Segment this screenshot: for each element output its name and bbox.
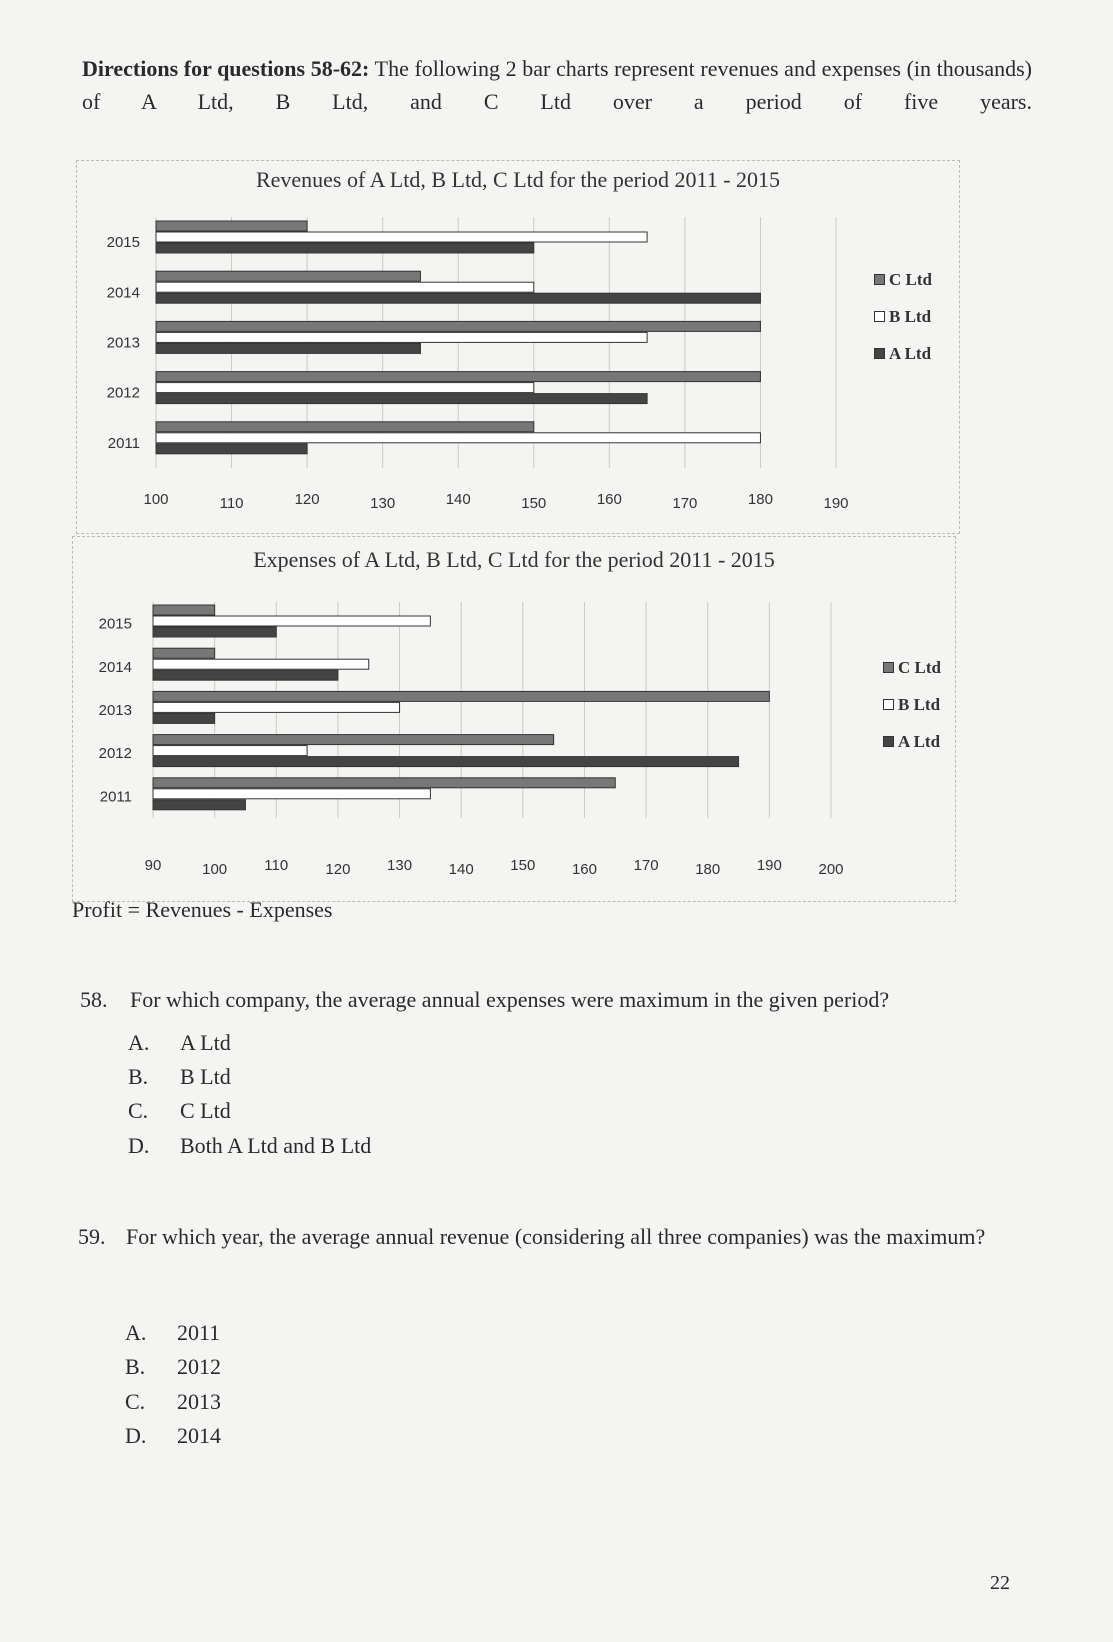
bar-c-ltd-2012 [156, 372, 760, 382]
option-text: 2013 [177, 1389, 221, 1414]
bar-a-ltd-2012 [156, 394, 647, 404]
bar-b-ltd-2014 [156, 282, 534, 292]
x-tick-label: 160 [571, 861, 597, 878]
legend-swatch-a [874, 348, 885, 359]
revenue-chart-plot [77, 161, 959, 533]
bar-b-ltd-2015 [156, 232, 647, 242]
bar-a-ltd-2014 [153, 670, 338, 680]
y-category-label: 2013 [98, 702, 132, 719]
legend-item-a [874, 335, 932, 372]
bar-a-ltd-2011 [153, 800, 245, 810]
x-tick-label: 140 [448, 861, 474, 878]
x-tick-label: 170 [633, 857, 659, 874]
question-text: For which year, the average annual revenue (considering all three companies) was the maximum? [126, 1224, 986, 1249]
x-tick-label: 110 [264, 857, 289, 874]
y-category-label: 2011 [107, 434, 140, 452]
option-text: B Ltd [180, 1064, 231, 1089]
legend-swatch-b [874, 311, 885, 322]
legend-item-c [883, 649, 941, 686]
option-text: Both A Ltd and B Ltd [180, 1133, 372, 1158]
profit-note: Profit = Revenues - Expenses [72, 897, 333, 922]
option-text: 2012 [177, 1354, 221, 1379]
option-letter: B. [128, 1064, 149, 1089]
legend-item-a [883, 723, 941, 760]
legend-swatch-a [883, 736, 894, 747]
x-tick-label: 100 [143, 491, 169, 508]
y-category-label: 2015 [106, 234, 140, 252]
bar-a-ltd-2014 [156, 293, 760, 303]
question-number: 59. [78, 1224, 106, 1249]
y-category-label: 2015 [98, 615, 132, 633]
bar-a-ltd-2015 [153, 627, 276, 637]
legend-item-c [874, 261, 932, 298]
y-category-label: 2011 [99, 788, 132, 806]
bar-b-ltd-2014 [153, 659, 369, 669]
expenses-chart [72, 536, 956, 902]
bar-c-ltd-2011 [153, 778, 615, 788]
bar-a-ltd-2015 [156, 243, 534, 253]
y-category-label: 2013 [106, 334, 140, 352]
bar-c-ltd-2015 [153, 605, 215, 615]
bar-c-ltd-2014 [153, 648, 215, 658]
revenue-legend [874, 261, 932, 372]
option-letter: D. [125, 1423, 147, 1448]
page-number: 22 [990, 1572, 1010, 1594]
legend-label-b: B Ltd [889, 307, 932, 326]
x-tick-label: 180 [695, 861, 721, 878]
bar-b-ltd-2015 [153, 616, 430, 626]
bar-c-ltd-2013 [156, 321, 760, 331]
bar-c-ltd-2014 [156, 271, 420, 281]
option-letter: D. [128, 1133, 150, 1158]
directions-text: The following 2 bar charts represent revenues and expenses (in thousands) of A Ltd, B Ltd, and C Ltd over a period of five years. [82, 56, 1032, 114]
bar-b-ltd-2011 [156, 433, 760, 443]
option-text: 2011 [177, 1320, 221, 1345]
option-text: 2014 [177, 1423, 221, 1448]
x-tick-label: 190 [756, 857, 782, 874]
x-tick-label: 170 [672, 495, 698, 512]
legend-label-c: C Ltd [898, 658, 941, 677]
directions-lead: Directions for questions 58-62: [82, 56, 370, 81]
y-category-label: 2012 [106, 384, 140, 402]
bar-c-ltd-2012 [153, 735, 554, 745]
x-tick-label: 180 [747, 491, 773, 508]
bar-b-ltd-2013 [156, 332, 647, 342]
x-tick-label: 160 [596, 491, 622, 508]
question-58 [80, 983, 1020, 1023]
question-number: 58. [80, 987, 108, 1012]
directions-paragraph [82, 52, 1032, 118]
bar-b-ltd-2012 [153, 746, 307, 756]
x-tick-label: 150 [510, 857, 536, 874]
x-tick-label: 150 [521, 495, 547, 512]
x-tick-label: 110 [219, 495, 244, 512]
x-tick-label: 120 [325, 861, 351, 878]
option-text: A Ltd [180, 1030, 231, 1055]
bar-a-ltd-2013 [153, 713, 215, 723]
question-text: For which company, the average annual expenses were maximum in the given period? [130, 987, 890, 1012]
option-text: C Ltd [180, 1098, 231, 1123]
bar-c-ltd-2011 [156, 422, 534, 432]
bar-a-ltd-2012 [153, 757, 739, 767]
option-letter: A. [125, 1320, 147, 1345]
bar-c-ltd-2013 [153, 691, 769, 701]
y-category-label: 2014 [106, 284, 140, 302]
x-tick-label: 90 [144, 857, 162, 874]
option-letter: C. [125, 1389, 146, 1414]
legend-swatch-b [883, 699, 894, 710]
revenue-chart-title: Revenues of A Ltd, B Ltd, C Ltd for the period 2011 - 2015 [255, 167, 781, 192]
option-letter: C. [128, 1098, 149, 1123]
legend-label-a: A Ltd [889, 344, 932, 363]
bar-a-ltd-2013 [156, 343, 420, 353]
expenses-legend [883, 649, 941, 760]
legend-label-c: C Ltd [889, 270, 932, 289]
y-category-label: 2012 [98, 745, 132, 763]
legend-item-b [883, 686, 941, 723]
option-letter: B. [125, 1354, 146, 1379]
question-59 [78, 1220, 1018, 1290]
bar-b-ltd-2012 [156, 383, 534, 393]
legend-label-b: B Ltd [898, 695, 941, 714]
revenue-chart [76, 160, 960, 534]
bar-b-ltd-2013 [153, 702, 400, 712]
legend-swatch-c [874, 274, 885, 285]
bar-a-ltd-2011 [156, 444, 307, 454]
legend-label-a: A Ltd [898, 732, 941, 751]
x-tick-label: 200 [818, 861, 844, 878]
x-tick-label: 130 [370, 495, 396, 512]
x-tick-label: 140 [445, 491, 471, 508]
legend-swatch-c [883, 662, 894, 673]
x-tick-label: 190 [823, 495, 849, 512]
legend-item-b [874, 298, 932, 335]
option-letter: A. [128, 1030, 150, 1055]
x-tick-label: 120 [294, 491, 320, 508]
y-category-label: 2014 [98, 658, 132, 676]
bar-c-ltd-2015 [156, 221, 307, 231]
expenses-chart-plot [73, 537, 955, 901]
expenses-chart-title: Expenses of A Ltd, B Ltd, C Ltd for the period 2011 - 2015 [253, 547, 775, 572]
x-tick-label: 100 [202, 861, 228, 878]
bar-b-ltd-2011 [153, 789, 430, 799]
x-tick-label: 130 [387, 857, 413, 874]
